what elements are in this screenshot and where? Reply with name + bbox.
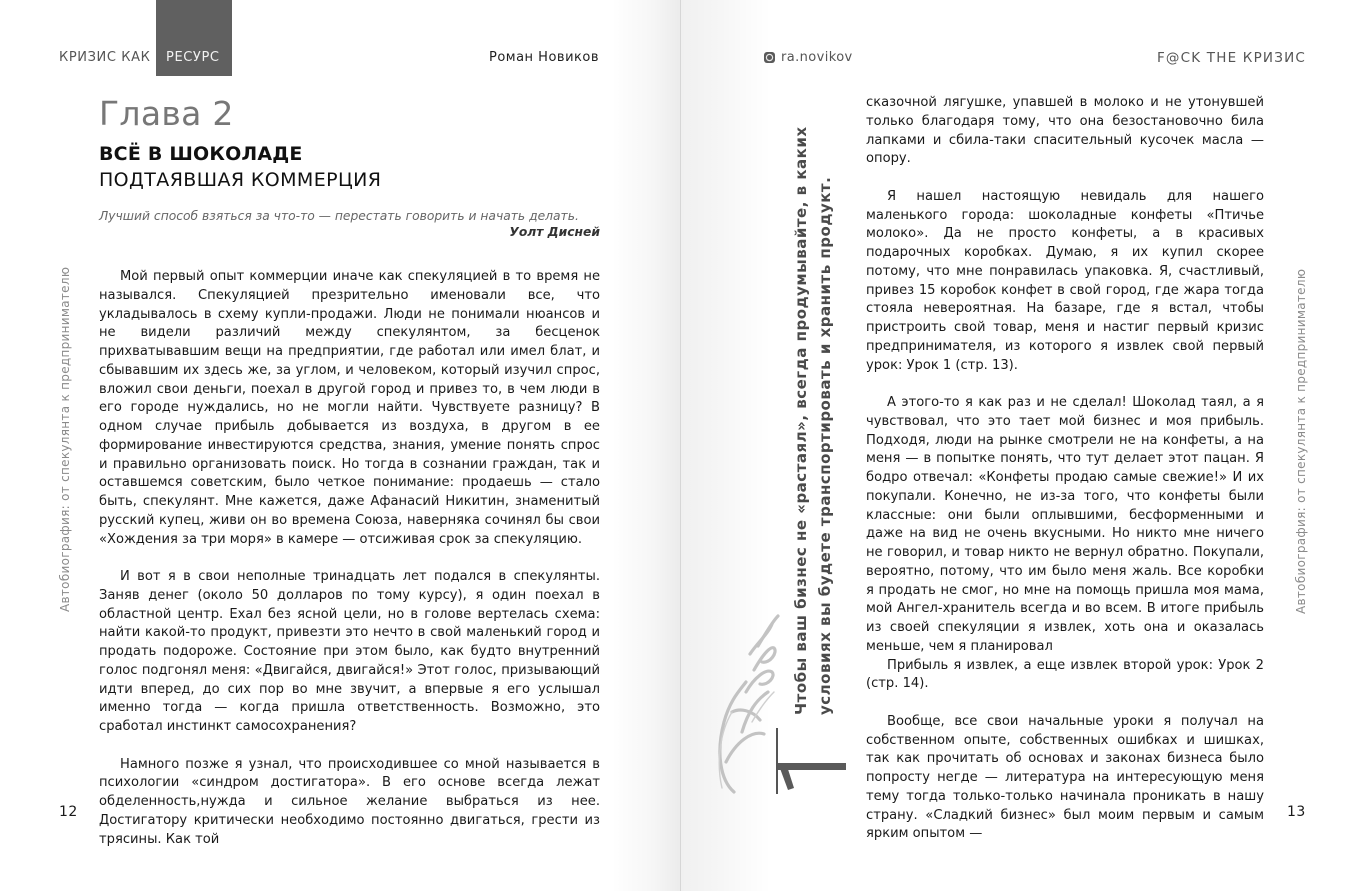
instagram-handle [764,50,853,65]
instagram-icon [764,52,775,63]
right-body-text [866,94,1264,863]
paragraph: И вот я в свои неполные тринадцать лет подался в спекулянты. Заняв денег (около 50 долларов по тому курсу), я один поехал в областной центр. Ехал без ясной цели, но в голове вертелась схема: найти какой-то продукт, привезти это нечто в свой маленький город и продать подороже. Состояние при этом было, как будто внутренний голос подгонял меня: «Двигайся, двигайся!» Этот голос, призывающий идти вперед, до сих пор во мне звучит, а впервые я его услышал именно тогда — когда пришла ответственность. Возможно, это сработал инстинкт самосохранения? [99,569,600,734]
series-title-plain: КРИЗИС КАК [59,50,151,65]
page-number: 12 [59,804,78,820]
left-body-text [99,268,600,868]
book-title: F@CK THE КРИЗИС [1156,50,1306,66]
epigraph-quote: Лучший способ взяться за что-то — перестать говорить и начать делать. [99,209,579,223]
paragraph: сказочной лягушке, упавшей в молоко и не утонувшей только благодаря тому, что она безостановочно била лапками и сбила-таки спасительный кусочек масла — опору. [866,95,1264,167]
series-title-highlight: РЕСУРС [166,50,220,65]
lesson-line-1: Чтобы ваш бизнес не «растаял», всегда продумывайте, в каких [792,126,810,715]
paragraph: Я нашел настоящую невидаль для нашего маленького города: шоколадные конфеты «Птичье молоко». Да не просто конфеты, а в красивых подарочных коробках. Думаю, я их купил скорее потому, что мне понравилась упаковка. Я, счастливый, привез 15 коробок конфет в свой город, где жара тогда стояла невероятная. На базаре, где я встал, чтобы пристроить свой товар, меня и настиг первый кризис предпринимателя, из которого я извлек свой первый урок: Урок 1 (стр. 13). [866,188,1264,373]
left-page [0,0,681,891]
lesson-number-icon [776,760,846,800]
side-running-text: Автобиография: от спекулянта к предпринимателю [58,266,72,612]
chapter-subtitle: ПОДТАЯВШАЯ КОММЕРЦИЯ [99,169,382,191]
paragraph: Намного позже я узнал, что происходившее со мной называется в психологии «синдром достигатора». В его основе всегда лежат обделенность,нужда и сильное желание выбраться из нее. Достигатору критически необходимо постоянно двигаться, грести из трясины. Как той [99,756,600,847]
chapter-title: ВСЁ В ШОКОЛАДЕ [99,143,303,165]
gutter-shadow [611,0,681,891]
paragraph: Вообще, все свои начальные уроки я получал на собственном опыте, собственных ошибках и шишках, так как прочитать об основах и законах бизнеса было попросту негде — литература на интересующую меня тему тогда только-только начинала проникать в нашу страну. «Сладкий бизнес» был моим первым и самым ярким опытом — [866,713,1264,842]
lesson-script-icon [712,612,782,797]
page-number: 13 [1287,804,1306,820]
epigraph-author: Уолт Дисней [509,225,600,239]
chapter-number: Глава 2 [99,94,234,133]
instagram-handle-text: ra.novikov [781,50,853,65]
lesson-text [789,126,837,715]
lesson-line-2: условиях вы будете транспортировать и хранить продукт. [816,176,834,715]
author-name: Роман Новиков [488,50,599,65]
paragraph: Прибыль я извлек, а еще извлек второй урок: Урок 2 (стр. 14). [866,657,1264,692]
paragraph: Мой первый опыт коммерции иначе как спекуляцией в то время не назывался. Спекуляцией презрительно именовали все, что укладывалось в схему купли-продажи. Люди не понимали нюансов и не видели различий между спекулянтом, за бесценок прихватывавшим вещи на предприятии, где работал или имел блат, и сбывавшим их здесь же, за углом, и человеком, который изучил спрос, вложил свои деньги, поехал в другой город и привез то, в чем люди в его городе нуждались, но не могли найти. Чувствуете разницу? В одном случае прибыль добывается из воздуха, в другом в ее формирование инвестируются средства, знания, умение понять спрос и правильно организовать поиск. Но тогда в сознании граждан, так и оставшемся советским, было четкое понимание: продаешь — стало быть, спекулянт. Мне кажется, даже Афанасий Никитин, знаменитый русский купец, живи он во времена Союза, наверняка сочинял бы свои «Хождения за три моря» в камере — отсиживая срок за спекуляцию. [99,269,600,547]
side-running-text: Автобиография: от спекулянта к предпринимателю [1294,268,1308,614]
paragraph: А этого-то я как раз и не сделал! Шоколад таял, а я чувствовал, что это тает мой бизнес и моя прибыль. Подходя, люди на рынке смотрели не на конфеты, а на меня — в попытке понять, что тут делает этот пацан. Я бодро отвечал: «Конфеты продаю самые свежие!» И их покупали. Конечно, не из-за того, что конфеты были классные: они были оплывшими, бесформенными и даже на вид не очень вкусными. Но никто мне ничего не говорил, и товар никто не вернул обратно. Покупали, вероятно, потому, что им было меня жаль. Все коробки я продать не смог, но мне на помощь пришла моя мама, мой Ангел-хранитель всегда и во всем. В итоге прибыль из своей спекуляции я извлек, хоть она и оказалась меньше, чем я планировал [866,395,1264,654]
